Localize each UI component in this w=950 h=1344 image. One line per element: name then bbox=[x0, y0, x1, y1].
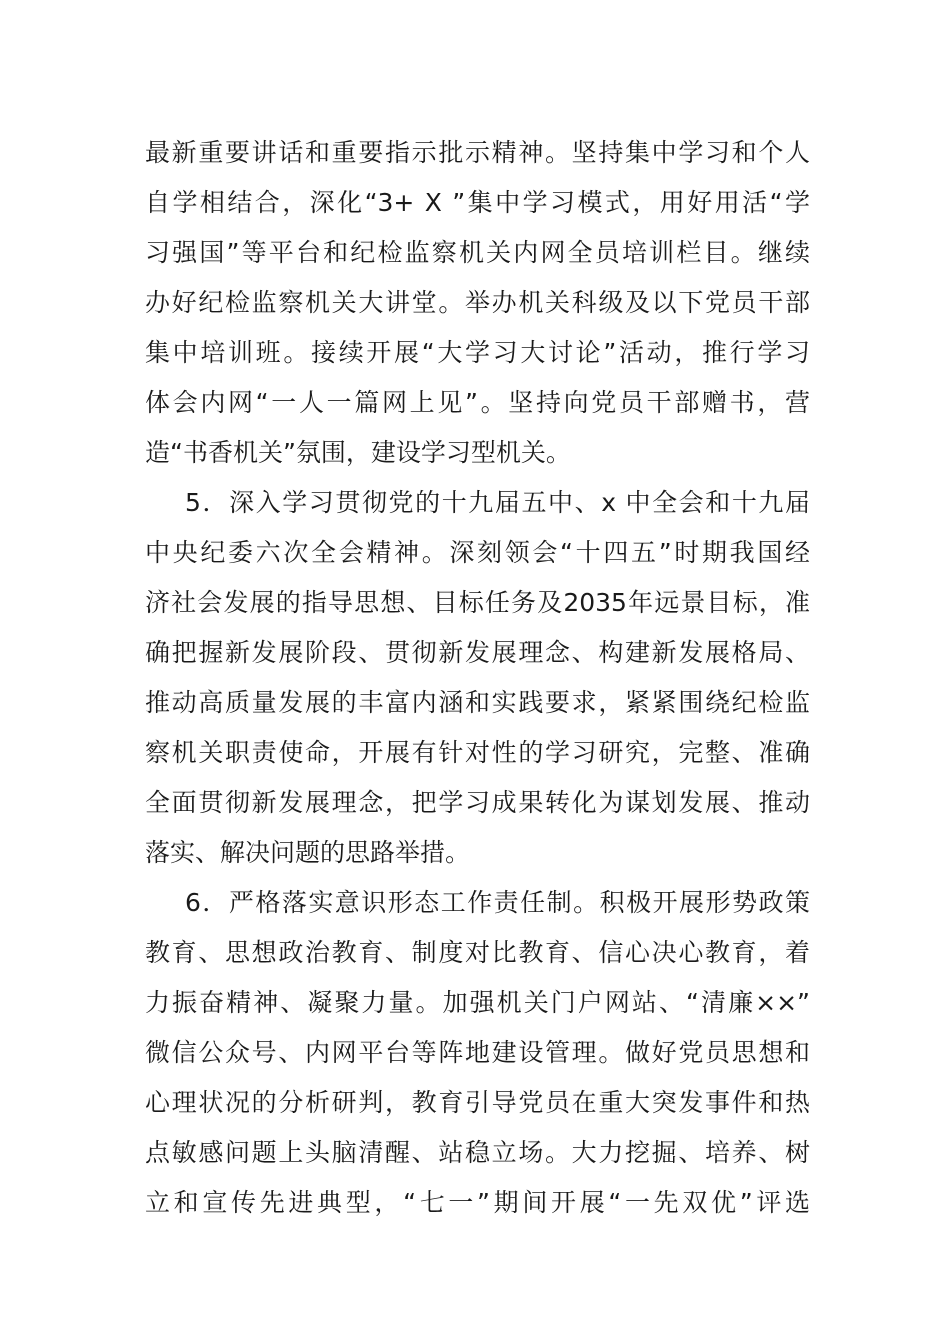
paragraph-6 bbox=[145, 878, 810, 1228]
text-line: 造“书香机关”氛围，建设学习型机关。 bbox=[145, 438, 571, 467]
text-line: 点敏感问题上头脑清醒、站稳立场。大力挖掘、培养、树 bbox=[145, 1138, 810, 1167]
text-line: 济社会发展的指导思想、目标任务及2035年远景目标，准 bbox=[145, 588, 810, 617]
text-line: 最新重要讲话和重要指示批示精神。坚持集中学习和个人 bbox=[145, 138, 810, 167]
text-line: 力振奋精神、凝聚力量。加强机关门户网站、“清廉××” bbox=[145, 988, 810, 1017]
paragraph-6-heading-line: 6．严格落实意识形态工作责任制。积极开展形势政策 bbox=[185, 888, 810, 917]
text-line: 体会内网“一人一篇网上见”。坚持向党员干部赠书，营 bbox=[145, 388, 810, 417]
text-line: 自学相结合，深化“3+ X ”集中学习模式，用好用活“学 bbox=[145, 188, 810, 217]
paragraph-5-heading-line: 5．深入学习贯彻党的十九届五中、x 中全会和十九届 bbox=[185, 488, 810, 517]
text-line: 确把握新发展阶段、贯彻新发展理念、构建新发展格局、 bbox=[145, 638, 810, 667]
paragraph-continuation bbox=[145, 128, 810, 478]
document-body bbox=[145, 128, 810, 1228]
text-line: 心理状况的分析研判，教育引导党员在重大突发事件和热 bbox=[145, 1088, 810, 1117]
text-line: 习强国”等平台和纪检监察机关内网全员培训栏目。继续 bbox=[145, 238, 810, 267]
text-line: 推动高质量发展的丰富内涵和实践要求，紧紧围绕纪检监 bbox=[145, 688, 810, 717]
text-line: 教育、思想政治教育、制度对比教育、信心决心教育，着 bbox=[145, 938, 810, 967]
text-line: 办好纪检监察机关大讲堂。举办机关科级及以下党员干部 bbox=[145, 288, 810, 317]
text-line: 立和宣传先进典型，“七一”期间开展“一先双优”评选 bbox=[145, 1188, 810, 1217]
text-line: 全面贯彻新发展理念，把学习成果转化为谋划发展、推动 bbox=[145, 788, 810, 817]
text-line: 落实、解决问题的思路举措。 bbox=[145, 838, 471, 867]
text-line: 微信公众号、内网平台等阵地建设管理。做好党员思想和 bbox=[145, 1038, 810, 1067]
paragraph-5 bbox=[145, 478, 810, 878]
text-line: 中央纪委六次全会精神。深刻领会“十四五”时期我国经 bbox=[145, 538, 810, 567]
text-line: 集中培训班。接续开展“大学习大讨论”活动，推行学习 bbox=[145, 338, 810, 367]
text-line: 察机关职责使命，开展有针对性的学习研究，完整、准确 bbox=[145, 738, 810, 767]
